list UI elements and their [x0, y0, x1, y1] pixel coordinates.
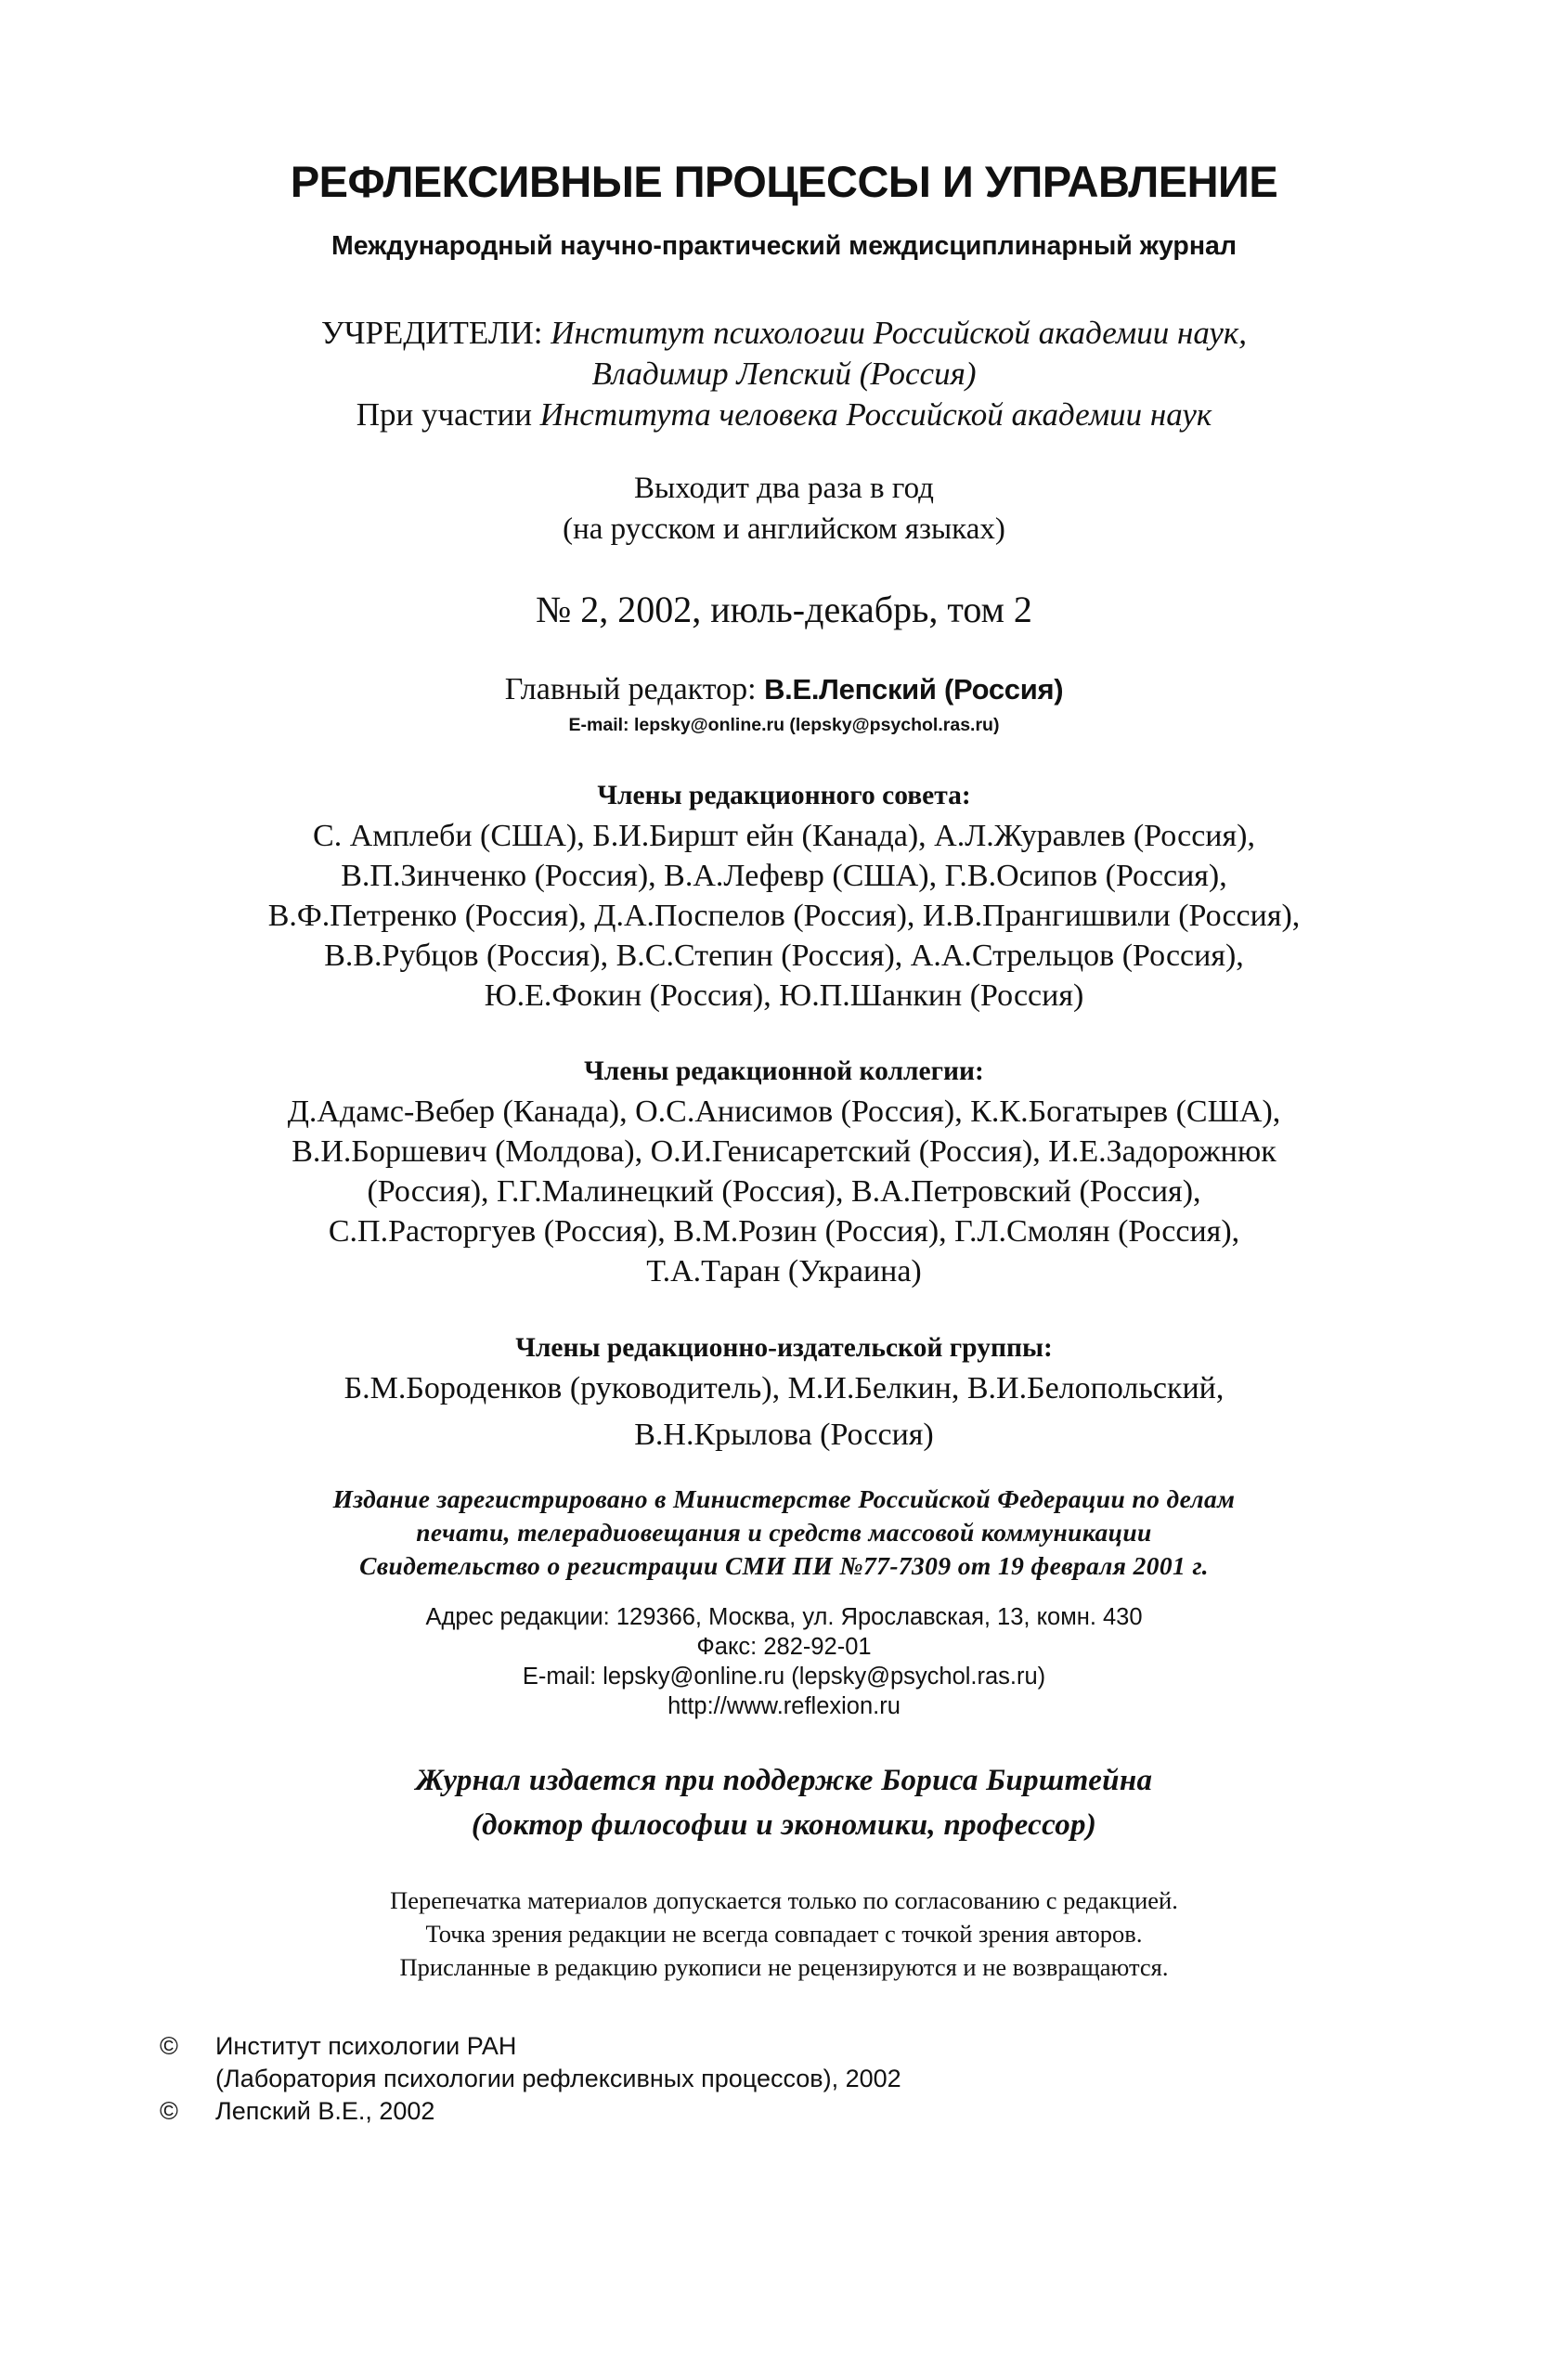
- publishing-group-line: В.Н.Крылова (Россия): [634, 1418, 934, 1452]
- languages-line: (на русском и английском языках): [563, 512, 1005, 546]
- reprint-note: Перепечатка материалов допускается только по согласованию с редакцией.: [390, 1886, 1178, 1914]
- issue-info: № 2, 2002, июль-декабрь, том 2: [536, 589, 1032, 630]
- founders-line: [0, 313, 1568, 354]
- editorial-council-line: С. Амплеби (США), Б.И.Биршт ейн (Канада), А.Л.Журавлев (Россия),: [313, 819, 1255, 853]
- publishing-group-line: Б.М.Бороденков (руководитель), М.И.Белкин, В.И.Белопольский,: [343, 1371, 1225, 1405]
- editorial-council-line: В.П.Зинченко (Россия), В.А.Лефевр (США), Г.В.Осипов (Россия),: [341, 859, 1227, 893]
- registration-line: Издание зарегистрировано в Министерстве Российской Федерации по делам: [332, 1484, 1236, 1513]
- founders-label: УЧРЕДИТЕЛИ:: [320, 315, 543, 351]
- journal-title: РЕФЛЕКСИВНЫЕ ПРОЦЕССЫ И УПРАВЛЕНИЕ: [290, 157, 1278, 206]
- editorial-board-heading: Члены редакционной коллегии:: [584, 1056, 984, 1086]
- participation-org: Института человека Российской академии наук: [539, 396, 1212, 433]
- registration-line: печати, телерадиовещания и средств массовой коммуникации: [416, 1518, 1152, 1547]
- chief-editor-email: E-mail: lepsky@online.ru (lepsky@psychol.ras.ru): [568, 715, 1000, 735]
- journal-subtitle: Международный научно-практический междисциплинарный журнал: [330, 231, 1237, 261]
- chief-editor: [0, 670, 1568, 709]
- editorial-website[interactable]: http://www.reflexion.ru: [667, 1693, 901, 1719]
- participation-line: При участии Института человека Российской академии наук: [356, 396, 1212, 433]
- editorial-council-line: В.В.Рубцов (Россия), В.С.Степин (Россия), А.А.Стрельцов (Россия),: [324, 939, 1244, 973]
- manuscripts-note: Присланные в редакцию рукописи не рецензируются и не возвращаются.: [399, 1953, 1169, 1981]
- registration-certificate: Свидетельство о регистрации СМИ ПИ №77-7309 от 19 февраля 2001 г.: [359, 1551, 1209, 1580]
- editorial-board-line: (Россия), Г.Г.Малинецкий (Россия), В.А.Петровский (Россия),: [367, 1174, 1201, 1209]
- editorial-council-line: Ю.Е.Фокин (Россия), Ю.П.Шанкин (Россия): [484, 978, 1084, 1013]
- editorial-board-line: В.И.Боршевич (Молдова), О.И.Генисаретский (Россия), И.Е.Задорожнюк: [292, 1134, 1276, 1169]
- chief-editor-label: Главный редактор:: [504, 672, 757, 706]
- viewpoint-note: Точка зрения редакции не всегда совпадает с точкой зрения авторов.: [425, 1920, 1143, 1948]
- editorial-board-line: Т.А.Таран (Украина): [646, 1254, 922, 1289]
- chief-editor-name: В.Е.Лепский (Россия): [764, 673, 1064, 706]
- founder-institute: Институт психологии Российской академии наук,: [551, 315, 1248, 351]
- copyright-lab: (Лаборатория психологии рефлексивных процессов), 2002: [215, 2065, 901, 2092]
- editorial-address: Адрес редакции: 129366, Москва, ул. Ярославская, 13, комн. 430: [425, 1604, 1143, 1630]
- editorial-council-heading: Члены редакционного совета:: [597, 781, 971, 810]
- founder-person: Владимир Лепский (Россия): [591, 356, 977, 392]
- publishing-group-heading: Члены редакционно-издательской группы:: [515, 1333, 1053, 1363]
- support-credentials: (доктор философии и экономики, профессор): [471, 1808, 1097, 1842]
- copyright-author: © Лепский В.Е., 2002: [160, 2097, 435, 2125]
- editorial-board-line: С.П.Расторгуев (Россия), В.М.Розин (Россия), Г.Л.Смолян (Россия),: [328, 1214, 1240, 1249]
- editorial-email: E-mail: lepsky@online.ru (lepsky@psychol.ras.ru): [522, 1664, 1046, 1690]
- frequency-line: Выходит два раза в год: [634, 472, 934, 505]
- copyright-symbol: ©: [160, 2097, 178, 2125]
- copyright-symbol: ©: [160, 2032, 178, 2060]
- editorial-council-line: В.Ф.Петренко (Россия), Д.А.Поспелов (Россия), И.В.Прангишвили (Россия),: [267, 899, 1301, 933]
- editorial-fax: Факс: 282-92-01: [696, 1634, 872, 1660]
- support-line: Журнал издается при поддержке Бориса Бирштейна: [415, 1764, 1153, 1797]
- editorial-board-line: Д.Адамс-Вебер (Канада), О.С.Анисимов (Россия), К.К.Богатырев (США),: [287, 1094, 1281, 1129]
- copyright-institute: © Институт психологии РАН: [160, 2032, 517, 2060]
